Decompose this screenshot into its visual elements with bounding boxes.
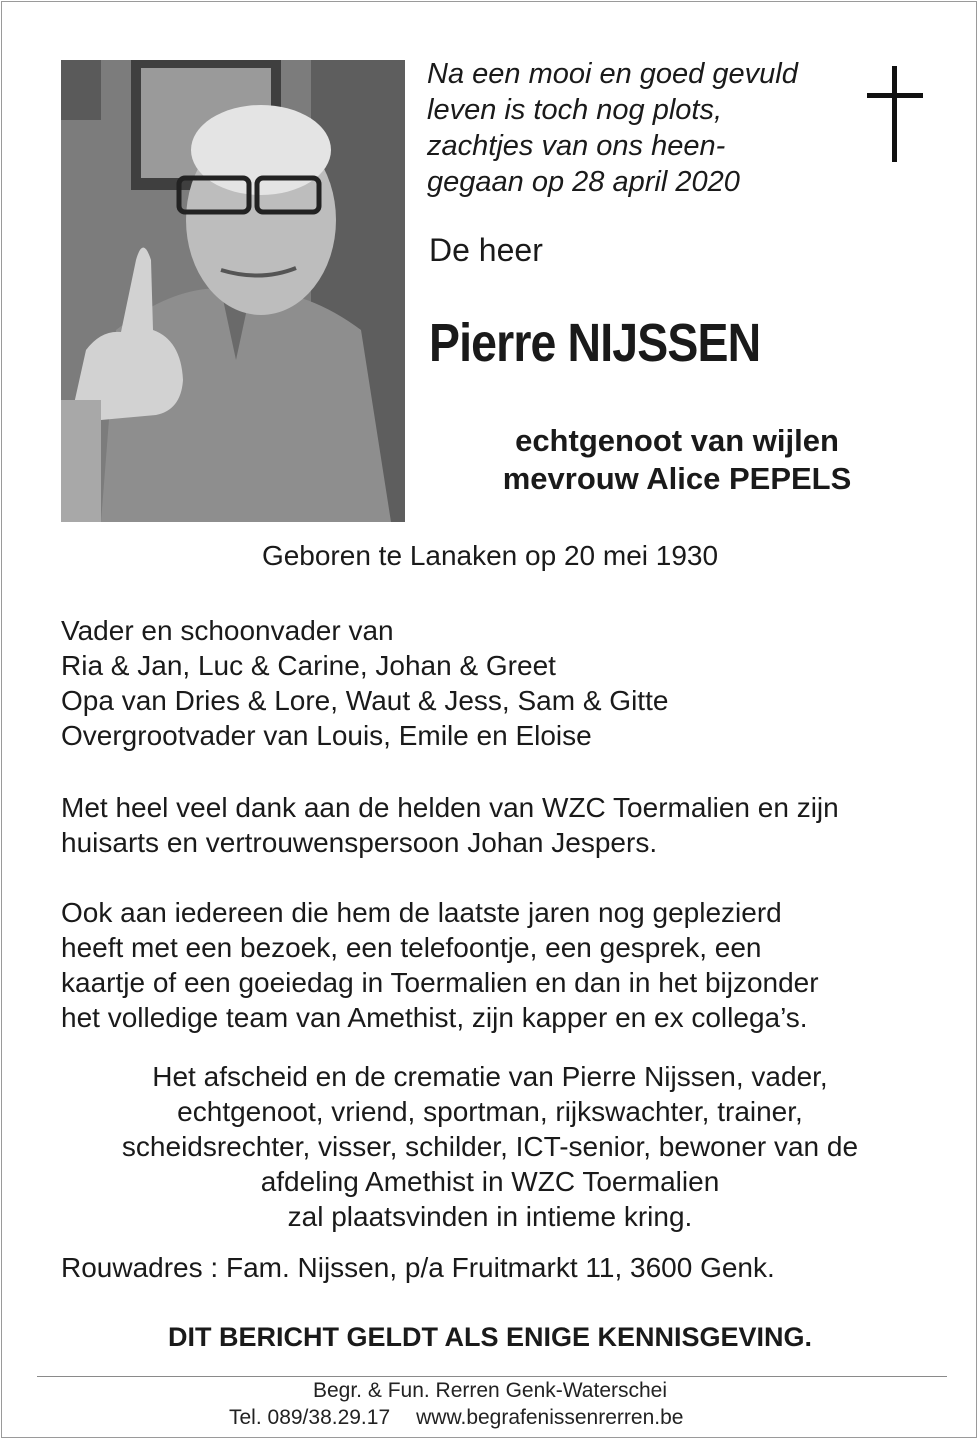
deceased-name: Pierre NIJSSEN — [429, 313, 761, 373]
funeral-home-name: Begr. & Fun. Rerren Genk-Waterschei — [312, 1379, 668, 1402]
spouse-line: echtgenoot van wijlen mevrouw Alice PEPELS — [502, 423, 852, 496]
funeral-home-website[interactable]: www.begrafenissenrerren.be — [416, 1406, 684, 1429]
portrait-photo — [61, 60, 405, 522]
thanks-paragraph: Met heel veel dank aan de helden van WZC Toermalien en zijn huisarts en vertrouwenspersoon Johan Jespers. — [61, 792, 839, 858]
footer-divider — [37, 1376, 947, 1377]
obituary-card — [1, 1, 977, 1438]
cross-icon — [865, 66, 925, 162]
thanks-more-paragraph: Ook aan iedereen die hem de laatste jaren nog geplezierd heeft met een bezoek, een telefoontje, een gesprek, een kaartje of een goeiedag in Toermalien en dan in het bijzonder het volledige team van Amethist, zijn kapper en ex collega’s. — [61, 897, 819, 1033]
mourning-address: Rouwadres : Fam. Nijssen, p/a Fruitmarkt 11, 3600 Genk. — [61, 1252, 775, 1283]
notice-line: DIT BERICHT GELDT ALS ENIGE KENNISGEVING. — [167, 1322, 813, 1352]
salutation: De heer — [429, 232, 543, 268]
family-paragraph: Vader en schoonvader van Ria & Jan, Luc & Carine, Johan & Greet Opa van Dries & Lore, Waut & Jess, Sam & Gitte Overgrootvader van Louis, Emile en Eloise — [61, 615, 669, 751]
intro-text: Na een mooi en goed gevuld leven is toch nog plots, zachtjes van ons heen- gegaan op 28 april 2020 — [427, 58, 798, 198]
funeral-home-phone: Tel. 089/38.29.17 — [229, 1406, 391, 1429]
funeral-home-contact — [229, 1406, 683, 1430]
ceremony-paragraph: Het afscheid en de crematie van Pierre Nijssen, vader, echtgenoot, vriend, sportman, rijkswachter, trainer, scheidsrechter, visser, schilder, ICT-senior, bewoner van de afdeling Amethist in WZC Toermalien zal plaatsvinden in intieme kring. — [121, 1061, 859, 1232]
birth-line: Geboren te Lanaken op 20 mei 1930 — [261, 540, 719, 571]
